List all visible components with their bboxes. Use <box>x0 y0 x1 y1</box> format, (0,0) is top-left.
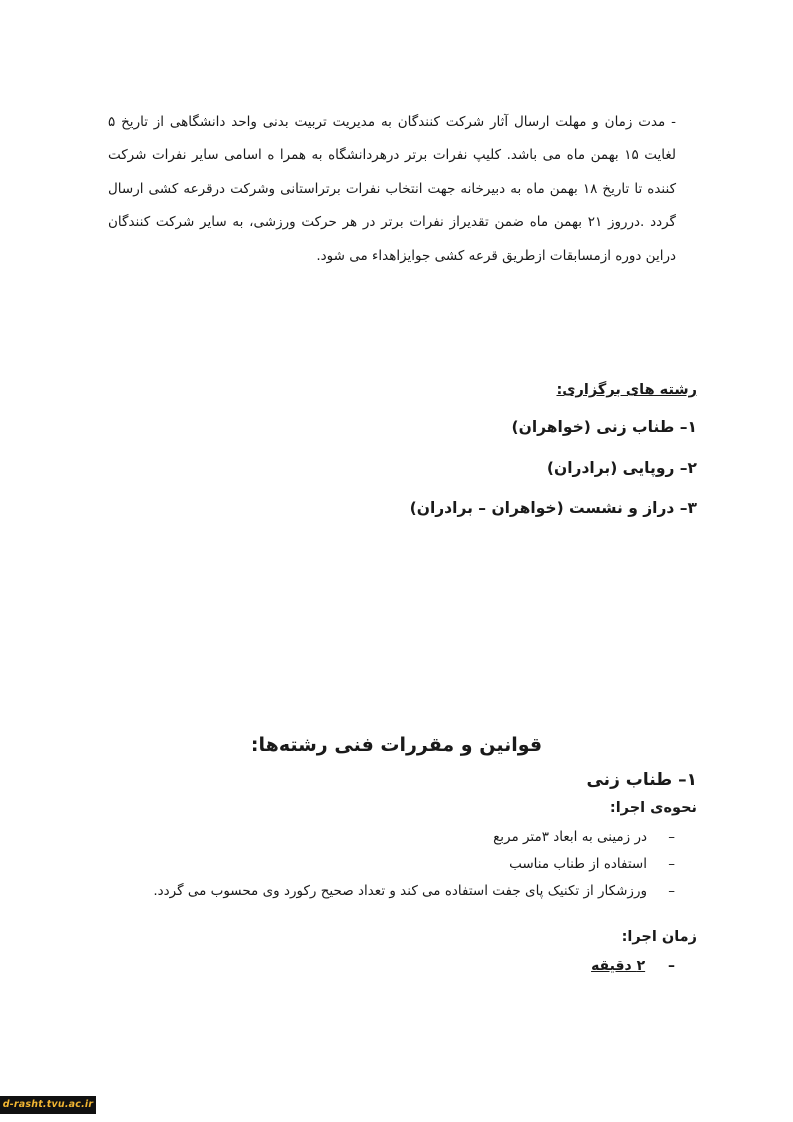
time-label: زمان اجرا: <box>621 929 697 945</box>
site-logo: d-rasht.tvu.ac.ir <box>0 1096 96 1114</box>
disciplines-heading: رشته های برگزاری: <box>556 382 697 398</box>
rules-title: قوانین و مقررات فنی رشته‌ها: <box>250 733 543 756</box>
method-item <box>97 824 675 851</box>
method-item <box>97 851 675 878</box>
time-item <box>97 955 697 977</box>
method-list <box>97 824 697 905</box>
disciplines-list <box>377 416 697 519</box>
discipline-item: ۲– روپایی (برادران) <box>546 458 697 477</box>
disciplines-section <box>377 382 697 538</box>
list-dash: – <box>668 883 675 899</box>
method-item <box>97 878 675 905</box>
list-dash: – <box>668 856 675 872</box>
intro-paragraph: - مدت زمان و مهلت ارسال آثار شرکت کنندگان به مدیریت تربیت بدنی واحد دانشگاهی از تاریخ ۵ لغایت ۱۵ بهمن ماه می باشد. کلیپ نفرات برتر درهردانشگاه به همرا ه اسامی سایر نفرات شرکت کننده تا تاریخ ۱۸ بهمن ماه به دبیرخانه جهت انتخاب نفرات برتراستانی وشرکت درقرعه کشی ارسال گردد .درروز ۲۱ بهمن ماه ضمن تقدیراز نفرات برتر در هر حرکت ورزشی، به سایر شرکت کنندگان دراین دوره ازمسابقات ازطریق قرعه کشی جوایزاهداء می شود. <box>108 113 677 264</box>
jump-rope-title: ۱– طناب زنی <box>586 770 697 790</box>
method-item-text: ورزشکار از تکنیک پای جفت استفاده می کند و تعداد صحیح رکورد وی محسوب می گردد. <box>153 883 647 899</box>
jump-rope-section <box>97 768 697 977</box>
discipline-item: ۳– دراز و نشست (خواهران – برادران) <box>409 499 697 517</box>
time-value: ۲ دقیقه <box>591 958 646 974</box>
list-dash: – <box>668 829 675 845</box>
discipline-item: ۱– طناب زنی (خواهران) <box>511 418 697 436</box>
method-item-text: استفاده از طناب مناسب <box>509 856 647 872</box>
list-dash: – <box>668 958 675 974</box>
method-item-text: در زمینی به ابعاد ۳متر مربع <box>493 829 647 845</box>
method-label: نحوه‌ی اجرا: <box>609 800 697 816</box>
